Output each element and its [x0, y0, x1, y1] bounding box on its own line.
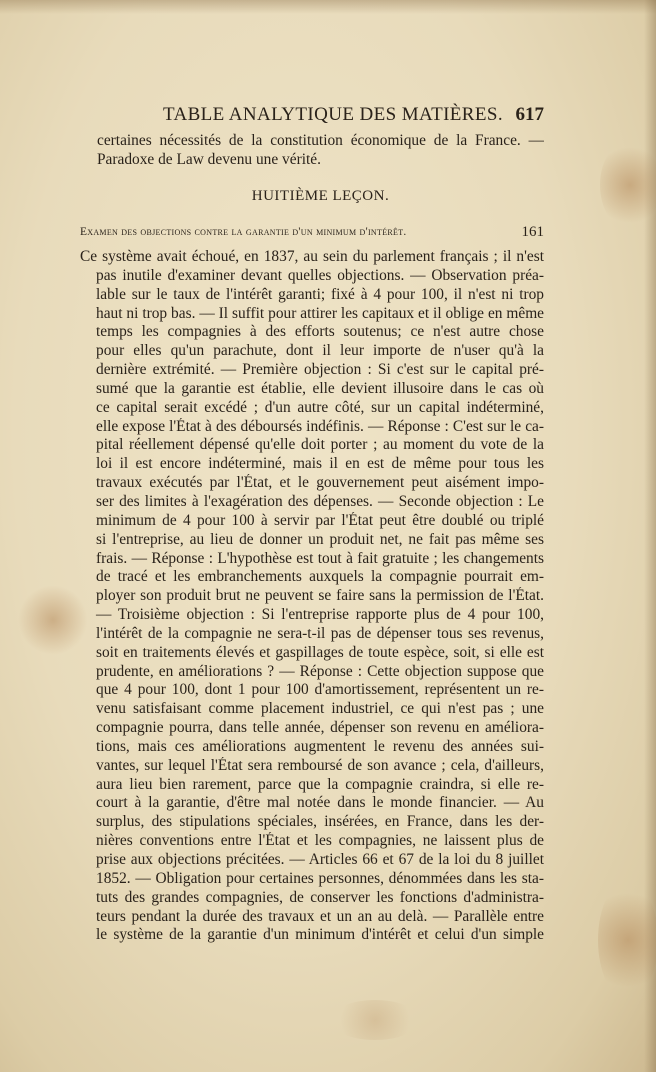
text-line: ser des limites à l'exagération des dépenses. — Seconde objection : Le	[96, 492, 544, 510]
text-line: haut ni trop bas. — Il suffit pour attirer les capitaux et il oblige en même	[96, 304, 544, 322]
section-title: Examen des objections contre la garantie d'un minimum d'intérêt.	[80, 226, 407, 238]
section-page-ref: 161	[521, 224, 544, 240]
foxing-stain	[598, 880, 656, 1000]
text-line: ployer son produit brut ne peuvent se faire sans la permission de l'État.	[96, 587, 544, 605]
text-line: temps les compagnies à des efforts soutenus; ce n'est autre chose	[96, 323, 544, 341]
text-line: minimum de 4 pour 100 à servir par l'État peut être doublé ou triplé	[96, 511, 544, 529]
text-line: elle expose l'État à des déboursés indéfinis. — Réponse : C'est sur le ca-	[96, 417, 544, 435]
text-line: le système de la garantie d'un minimum d'intérêt et celui d'un simple	[96, 926, 544, 944]
intro-paragraph	[97, 132, 544, 170]
text-line: sumé que la garantie est établie, elle devient illusoire dans le cas où	[96, 379, 544, 397]
text-line: compagnie pourra, dans telle année, dépenser son revenu en améliora-	[96, 719, 544, 737]
text-line: venu satisfaisant comme placement industriel, ce qui n'est pas ; une	[96, 700, 544, 718]
text-line: court à la garantie, d'être mal notée dans le monde financier. — Au	[96, 794, 544, 812]
lecon-heading: HUITIÈME LEÇON.	[251, 188, 390, 204]
text-line: nières conventions entre l'État et les compagnies, ne laissent plus de	[96, 832, 544, 850]
text-line: — Troisième objection : Si l'entreprise rapporte plus de 4 pour 100,	[96, 606, 544, 624]
text-line: dernière extrémité. — Première objection : Si c'est sur le capital pré-	[96, 361, 544, 379]
text-line: frais. — Réponse : L'hypothèse est tout à fait gratuite ; les changements	[96, 549, 544, 567]
text-line: lable sur le taux de l'intérêt garanti; fixé à 4 pour 100, il n'est ni trop	[96, 285, 544, 303]
text-line: loi il est encore indéterminé, mais il en est de même pour tous les	[96, 455, 544, 473]
text-line: tions, mais ces améliorations augmentent le revenu des années sui-	[96, 737, 544, 755]
text-line: surplus, des stipulations spéciales, insérées, en France, dans les der-	[96, 813, 544, 831]
text-line: Paradoxe de Law devenu une vérité.	[97, 150, 321, 168]
text-line: 1852. — Obligation pour certaines personnes, dénommées dans les sta-	[96, 869, 544, 887]
foxing-stain	[330, 1000, 420, 1040]
text-line: vantes, sur lequel l'État sera remboursé de son avance ; cela, d'ailleurs,	[96, 756, 544, 774]
page-edge-shadow-top	[0, 0, 656, 14]
body-paragraph	[80, 248, 544, 945]
text-line: prudente, en améliorations ? — Réponse : Cette objection suppose que	[96, 662, 544, 680]
text-line: pital réellement dépensé qu'elle doit porter ; au moment du vote de la	[96, 436, 544, 454]
text-line: soit en traitements élevés et gaspillages de toute espèce, soit, si elle est	[96, 643, 544, 661]
text-line: travaux exécutés par l'État, et le gouvernement peut aisément impo-	[96, 474, 544, 492]
text-line: ce capital serait excédé ; d'un autre côté, sur un capital indéterminé,	[96, 398, 544, 416]
page-number: 617	[515, 104, 544, 125]
text-line: certaines nécessités de la constitution économique de la France. —	[97, 132, 544, 149]
text-line: que 4 pour 100, dont 1 pour 100 d'amortissement, représentent un re-	[96, 681, 544, 699]
text-line: de tracé et les embranchements auxquels la compagnie pourrait em-	[96, 568, 544, 586]
text-line: teurs pendant la durée des travaux et un an au delà. — Parallèle entre	[96, 907, 544, 925]
text-line: si l'entreprise, au lieu de donner un produit net, ne fait pas même ses	[96, 530, 544, 548]
section-heading	[80, 224, 544, 246]
text-line: prise aux objections précitées. — Articles 66 et 67 de la loi du 8 juillet	[96, 851, 544, 868]
running-header	[97, 102, 544, 132]
foxing-stain	[600, 140, 656, 230]
text-line: pas inutile d'examiner devant quelles objections. — Observation préa-	[96, 266, 544, 284]
foxing-stain	[18, 585, 88, 655]
text-line: l'intérêt de la compagnie ne sera-t-il pas de dépenser tous ses revenus,	[96, 624, 544, 642]
text-line: Ce système avait échoué, en 1837, au sein du parlement français ; il n'est	[80, 248, 544, 265]
text-line: tuts des grandes compagnies, de conserver les fonctions d'administra-	[96, 888, 544, 906]
running-title: TABLE ANALYTIQUE DES MATIÈRES.	[163, 104, 504, 125]
text-line: pour elles qu'un parachute, dont il leur importe de n'user qu'à la	[96, 342, 544, 360]
text-line: aura lieu bien rarement, parce que la compagnie craindra, si elle re-	[96, 775, 544, 793]
